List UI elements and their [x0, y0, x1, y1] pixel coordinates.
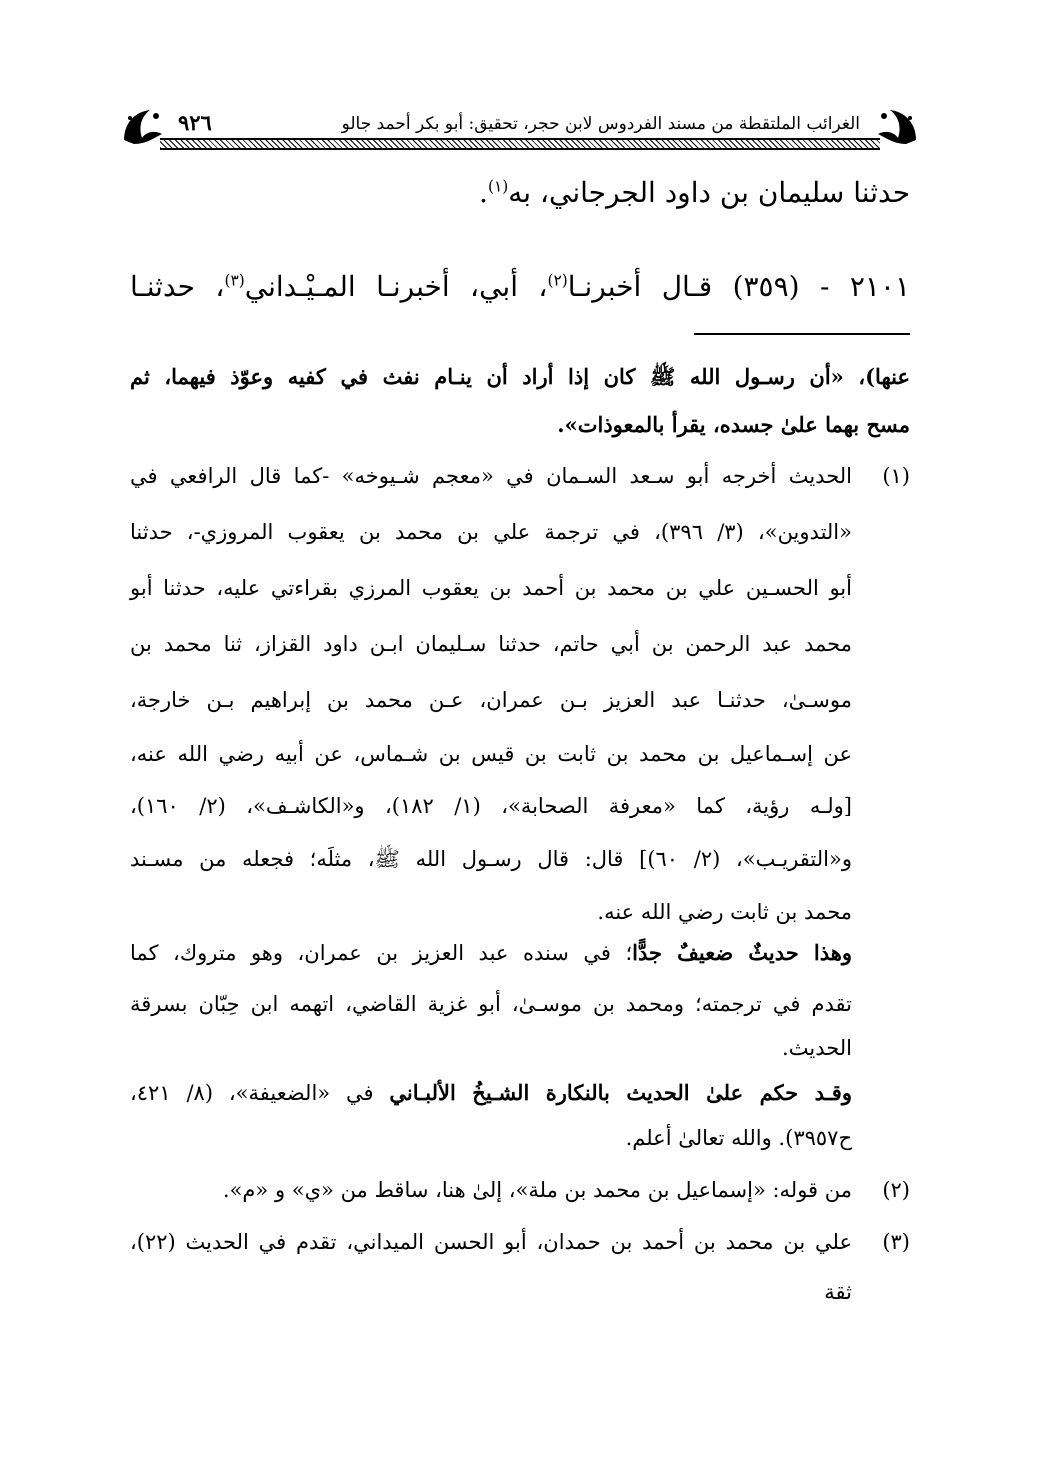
footnote-line: موسـىٰ، حدثنـا عبد العزيز بـن عمران، عـن محمد بن إبراهيم بـن خارجة، [130, 688, 852, 712]
assessment-line [130, 940, 852, 965]
main-text: حدثنا سليمان بن داود الجرجاني، به [508, 176, 910, 209]
footnote-line: «التدوين»، (٣/ ٣٩٦)، في ترجمة علي بن محمد بن يعقوب المروزي-، حدثنا [130, 520, 852, 544]
ruling-line [130, 1080, 852, 1105]
hadith-text: ، حدثنـا [130, 270, 225, 303]
footnote-ref: (٢) [547, 271, 568, 290]
running-header [120, 104, 920, 152]
ruling-text: في «الضعيفة»، (٨/ ٤٢١، [130, 1081, 390, 1105]
main-text-line [479, 176, 910, 209]
footnote-ref: (٣) [224, 271, 245, 290]
main-text: . [479, 176, 488, 209]
footnote-line: و«التقريـب»، (٢/ ٦٠)] قال: قال رسـول الله ﷺ، مثلَه؛ فجعله من مسـند [130, 847, 852, 871]
footnote-number: (٢) [882, 1178, 910, 1202]
hadith-text: ، أبي، أخبرنـا المـيْـداني [244, 270, 548, 303]
footnote-line: علي بن محمد بن أحمد بن حمدان، أبو الحسن الميداني، تقدم في الحديث (٢٢)، [130, 1230, 852, 1254]
footnote-line: عن إسـماعيل بن محمد بن ثابت بن قيس بن شـماس، عن أبيه رضي الله عنه، [130, 742, 852, 766]
footnote-line: الحديث أخرجه أبو سـعد السـمان في «معجم شـيوخه» -كما قال الرافعي في [130, 464, 852, 488]
footnote-line: أبو الحسـين علي بن محمد بن أحمد بن يعقوب المرزي بقراءتي عليه، حدثنا أبو [130, 576, 852, 600]
ornament-icon [874, 104, 920, 148]
footnote-line: ثقة [824, 1280, 852, 1304]
assessment-text: ؛ في سنده عبد العزيز بن عمران، وهو متروك، كما [130, 941, 633, 965]
footnote-continuation-line: مسح بهما علىٰ جسده، يقرأ بالمعوذات». [557, 412, 910, 437]
footnote-line: محمد بن ثابت رضي الله عنه. [597, 900, 852, 924]
assessment-line: الحديث. [782, 1036, 852, 1060]
assessment-line: تقدم في ترجمته؛ ومحمد بن موسـىٰ، أبو غزية القاضي، اتهمه ابن حِبّان بسرقة [130, 992, 852, 1016]
footnote-number: (٣) [882, 1230, 910, 1254]
assessment-bold: وهذا حديثٌ ضعيفٌ جدًّا [632, 940, 852, 965]
ruling-line: ح٣٩٥٧). والله تعالىٰ أعلم. [625, 1126, 852, 1150]
footnote-line: محمد عبد الرحمن بن أبي حاتم، حدثنا سـليمان ابـن داود القزاز، ثنا محمد بن [130, 632, 852, 656]
footnote-ref: (١) [487, 177, 509, 196]
footnote-divider [694, 333, 910, 335]
header-rule [160, 138, 880, 150]
hadith-line [130, 270, 910, 303]
hadith-text: ٢١٠١ - (٣٥٩) قـال أخبرنـا [567, 270, 910, 303]
footnote-number: (١) [882, 464, 910, 488]
ruling-bold: وقـد حكم علىٰ الحديث بالنكارة الشـيخُ الألبـاني [389, 1080, 852, 1105]
running-title: الغرائب الملتقطة من مسند الفردوس لابن حجر، تحقيق: أبو بكر أحمد جالو [341, 114, 860, 134]
footnote-line: [ولـه رؤية، كما «معرفة الصحابة»، (١/ ١٨٢)، و«الكاشـف»، (٢/ ١٦٠)، [130, 794, 852, 818]
footnote-continuation-line: عنها)، «أن رسـول الله ﷺ كان إذا أراد أن ينـام نفث في كفيه وعوّذ فيهما، ثم [130, 364, 910, 389]
footnote-line: من قوله: «إسماعيل بن محمد بن ملة»، إلىٰ هنا، ساقط من «ي» و «م». [222, 1178, 852, 1202]
page-number: ٩٢٦ [178, 110, 212, 135]
